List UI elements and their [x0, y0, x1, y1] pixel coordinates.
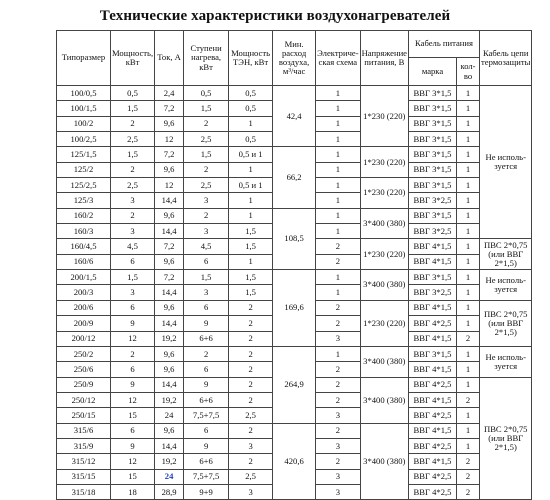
row-model: 200/1,5 — [57, 270, 111, 285]
row-model: 125/2 — [57, 162, 111, 177]
row-current: 9,6 — [155, 362, 184, 377]
cable-qty-cell: 1 — [457, 224, 480, 239]
row-stages: 6 — [184, 362, 229, 377]
cable-mark-cell: ВВГ 4*1,5 — [409, 254, 457, 269]
cable-mark-cell: ВВГ 3*1,5 — [409, 270, 457, 285]
voltage-cell: 3*400 (380) — [360, 346, 408, 377]
row-ten-power: 1 — [229, 193, 273, 208]
cable-mark-cell: ВВГ 3*1,5 — [409, 346, 457, 361]
row-model: 100/2 — [57, 116, 111, 131]
row-stages: 2 — [184, 346, 229, 361]
row-stages: 6+6 — [184, 454, 229, 469]
cable-qty-cell: 1 — [457, 208, 480, 223]
cable-qty-cell: 1 — [457, 423, 480, 438]
voltage-cell: 3*400 (380) — [360, 423, 408, 500]
row-current: 14,4 — [155, 285, 184, 300]
cable-qty-cell: 2 — [457, 484, 480, 499]
row-model: 125/3 — [57, 193, 111, 208]
cable-mark-cell: ВВГ 3*2,5 — [409, 285, 457, 300]
scheme-cell: 1 — [316, 162, 360, 177]
cable-mark-cell: ВВГ 3*1,5 — [409, 132, 457, 147]
scheme-cell: 2 — [316, 239, 360, 254]
airflow-cell: 169,6 — [273, 270, 316, 347]
row-ten-power: 1 — [229, 116, 273, 131]
row-stages: 1,5 — [184, 270, 229, 285]
row-current: 14,4 — [155, 224, 184, 239]
cable-mark-cell: ВВГ 3*1,5 — [409, 86, 457, 101]
header-thermo-cable: Кабель цепи термозащиты — [480, 31, 532, 86]
row-ten-power: 0,5 — [229, 86, 273, 101]
row-stages: 3 — [184, 285, 229, 300]
voltage-cell: 1*230 (220) — [360, 147, 408, 178]
row-stages: 9 — [184, 438, 229, 453]
thermo-cable-cell: Не исполь- зуется — [480, 346, 532, 377]
header-cable-qty: кол-во — [457, 58, 480, 86]
scheme-cell: 2 — [316, 454, 360, 469]
row-stages: 6 — [184, 254, 229, 269]
row-ten-power: 2,5 — [229, 469, 273, 484]
row-power: 12 — [111, 392, 155, 407]
row-model: 200/12 — [57, 331, 111, 346]
row-stages: 6 — [184, 423, 229, 438]
cable-qty-cell: 1 — [457, 86, 480, 101]
cable-qty-cell: 1 — [457, 116, 480, 131]
cable-qty-cell: 2 — [457, 392, 480, 407]
row-ten-power: 2 — [229, 316, 273, 331]
scheme-cell: 2 — [316, 423, 360, 438]
header-ten-power: Мощность ТЭН, кВт — [229, 31, 273, 86]
scheme-cell: 3 — [316, 408, 360, 423]
heater-specs-table — [56, 30, 532, 500]
cable-qty-cell: 1 — [457, 101, 480, 116]
row-power: 3 — [111, 224, 155, 239]
row-power: 2 — [111, 208, 155, 223]
row-current: 9,6 — [155, 346, 184, 361]
table-row — [57, 270, 532, 285]
row-model: 200/6 — [57, 300, 111, 315]
header-airflow: Мин. расход воздуха, м³/час — [273, 31, 316, 86]
row-power: 6 — [111, 362, 155, 377]
row-model: 100/0,5 — [57, 86, 111, 101]
voltage-cell: 1*230 (220) — [360, 178, 408, 209]
row-model: 160/6 — [57, 254, 111, 269]
row-power: 9 — [111, 316, 155, 331]
cable-mark-cell: ВВГ 4*1,5 — [409, 454, 457, 469]
scheme-cell: 1 — [316, 147, 360, 162]
row-power: 1,5 — [111, 147, 155, 162]
row-current: 7,2 — [155, 239, 184, 254]
airflow-cell: 42,4 — [273, 86, 316, 147]
cable-qty-cell: 1 — [457, 285, 480, 300]
scheme-cell: 1 — [316, 101, 360, 116]
row-ten-power: 2 — [229, 454, 273, 469]
cable-mark-cell: ВВГ 3*2,5 — [409, 224, 457, 239]
cable-qty-cell: 1 — [457, 270, 480, 285]
row-current: 19,2 — [155, 331, 184, 346]
voltage-cell: 1*230 (220) — [360, 86, 408, 147]
thermo-cable-cell: Не исполь- зуется — [480, 270, 532, 301]
row-power: 12 — [111, 454, 155, 469]
scheme-cell: 1 — [316, 86, 360, 101]
row-ten-power: 1,5 — [229, 239, 273, 254]
row-power: 2,5 — [111, 132, 155, 147]
row-model: 315/9 — [57, 438, 111, 453]
row-model: 200/3 — [57, 285, 111, 300]
row-stages: 6+6 — [184, 392, 229, 407]
row-ten-power: 1,5 — [229, 270, 273, 285]
scheme-cell: 2 — [316, 362, 360, 377]
row-stages: 1,5 — [184, 101, 229, 116]
row-stages: 1,5 — [184, 147, 229, 162]
row-ten-power: 1,5 — [229, 224, 273, 239]
table-row — [57, 147, 532, 162]
row-power: 15 — [111, 469, 155, 484]
scheme-cell: 1 — [316, 116, 360, 131]
voltage-cell: 1*230 (220) — [360, 239, 408, 270]
scheme-cell: 1 — [316, 346, 360, 361]
row-ten-power: 1,5 — [229, 285, 273, 300]
row-stages: 9 — [184, 377, 229, 392]
scheme-cell: 3 — [316, 469, 360, 484]
row-model: 250/12 — [57, 392, 111, 407]
thermo-cable-cell: Не исполь- зуется — [480, 86, 532, 239]
page-title: Технические характеристики воздухонагревателей — [99, 8, 451, 24]
row-power: 6 — [111, 254, 155, 269]
row-power: 1,5 — [111, 270, 155, 285]
scheme-cell: 2 — [316, 392, 360, 407]
row-current: 7,2 — [155, 147, 184, 162]
row-power: 3 — [111, 285, 155, 300]
row-ten-power: 0,5 и 1 — [229, 178, 273, 193]
row-ten-power: 2 — [229, 346, 273, 361]
row-power: 12 — [111, 331, 155, 346]
row-current: 9,6 — [155, 162, 184, 177]
row-power: 18 — [111, 484, 155, 499]
cable-qty-cell: 1 — [457, 316, 480, 331]
scheme-cell: 3 — [316, 438, 360, 453]
cable-qty-cell: 1 — [457, 408, 480, 423]
row-stages: 4,5 — [184, 239, 229, 254]
row-current: 28,9 — [155, 484, 184, 499]
scheme-cell: 2 — [316, 316, 360, 331]
voltage-cell: 3*400 (380) — [360, 377, 408, 423]
cable-mark-cell: ВВГ 4*2,5 — [409, 469, 457, 484]
airflow-cell: 420,6 — [273, 423, 316, 500]
row-ten-power: 3 — [229, 438, 273, 453]
cable-mark-cell: ВВГ 4*2,5 — [409, 438, 457, 453]
row-model: 250/9 — [57, 377, 111, 392]
row-stages: 0,5 — [184, 86, 229, 101]
row-model: 160/4,5 — [57, 239, 111, 254]
row-ten-power: 2 — [229, 423, 273, 438]
row-stages: 7,5+7,5 — [184, 408, 229, 423]
cable-qty-cell: 1 — [457, 239, 480, 254]
table-row — [57, 208, 532, 223]
voltage-cell: 1*230 (220) — [360, 300, 408, 346]
row-stages: 9+9 — [184, 484, 229, 499]
row-current: 12 — [155, 178, 184, 193]
row-model: 250/6 — [57, 362, 111, 377]
row-current: 9,6 — [155, 300, 184, 315]
cable-mark-cell: ВВГ 4*2,5 — [409, 377, 457, 392]
row-stages: 3 — [184, 224, 229, 239]
cable-qty-cell: 1 — [457, 132, 480, 147]
cable-qty-cell: 1 — [457, 377, 480, 392]
highlighted-current-cell: 24 — [155, 469, 184, 484]
table-row — [57, 346, 532, 361]
row-power: 2 — [111, 116, 155, 131]
row-power: 1,5 — [111, 101, 155, 116]
cable-qty-cell: 1 — [457, 162, 480, 177]
voltage-cell: 3*400 (380) — [360, 208, 408, 239]
row-ten-power: 0,5 и 1 — [229, 147, 273, 162]
row-ten-power: 0,5 — [229, 132, 273, 147]
header-current: Ток, А — [155, 31, 184, 86]
row-stages: 9 — [184, 316, 229, 331]
row-model: 250/15 — [57, 408, 111, 423]
cable-qty-cell: 2 — [457, 331, 480, 346]
row-power: 15 — [111, 408, 155, 423]
cable-mark-cell: ВВГ 4*1,5 — [409, 423, 457, 438]
row-current: 7,2 — [155, 101, 184, 116]
row-ten-power: 1 — [229, 208, 273, 223]
row-current: 9,6 — [155, 423, 184, 438]
row-ten-power: 2 — [229, 362, 273, 377]
row-ten-power: 1 — [229, 162, 273, 177]
row-current: 7,2 — [155, 270, 184, 285]
cable-mark-cell: ВВГ 4*1,5 — [409, 300, 457, 315]
row-ten-power: 1 — [229, 254, 273, 269]
cable-mark-cell: ВВГ 3*2,5 — [409, 193, 457, 208]
row-power: 0,5 — [111, 86, 155, 101]
cable-qty-cell: 1 — [457, 300, 480, 315]
scheme-cell: 2 — [316, 300, 360, 315]
scheme-cell: 3 — [316, 484, 360, 499]
cable-mark-cell: ВВГ 4*1,5 — [409, 239, 457, 254]
row-power: 9 — [111, 438, 155, 453]
airflow-cell: 108,5 — [273, 208, 316, 269]
row-stages: 6+6 — [184, 331, 229, 346]
header-cable-mark: марка — [409, 58, 457, 86]
scheme-cell: 2 — [316, 254, 360, 269]
row-current: 19,2 — [155, 392, 184, 407]
scheme-cell: 1 — [316, 270, 360, 285]
table-row — [57, 86, 532, 101]
scheme-cell: 1 — [316, 285, 360, 300]
row-current: 14,4 — [155, 316, 184, 331]
row-stages: 2 — [184, 116, 229, 131]
header-cable: Кабель питания — [409, 31, 480, 58]
airflow-cell: 66,2 — [273, 147, 316, 208]
voltage-cell: 3*400 (380) — [360, 270, 408, 301]
cable-qty-cell: 2 — [457, 454, 480, 469]
row-model: 160/3 — [57, 224, 111, 239]
row-ten-power: 2,5 — [229, 408, 273, 423]
row-stages: 6 — [184, 300, 229, 315]
row-stages: 3 — [184, 193, 229, 208]
cable-mark-cell: ВВГ 3*1,5 — [409, 101, 457, 116]
cable-mark-cell: ВВГ 4*1,5 — [409, 362, 457, 377]
thermo-cable-cell: ПВС 2*0,75 (или ВВГ 2*1,5) — [480, 300, 532, 346]
row-stages: 2 — [184, 162, 229, 177]
row-current: 9,6 — [155, 208, 184, 223]
header-model: Типоразмер — [57, 31, 111, 86]
row-model: 160/2 — [57, 208, 111, 223]
row-power: 3 — [111, 193, 155, 208]
scheme-cell: 1 — [316, 178, 360, 193]
row-model: 315/12 — [57, 454, 111, 469]
row-stages: 2 — [184, 208, 229, 223]
cable-mark-cell: ВВГ 4*1,5 — [409, 331, 457, 346]
header-scheme: Электриче- ская схема — [316, 31, 360, 86]
scheme-cell: 1 — [316, 208, 360, 223]
scheme-cell: 2 — [316, 377, 360, 392]
row-model: 200/9 — [57, 316, 111, 331]
row-stages: 7,5+7,5 — [184, 469, 229, 484]
row-model: 125/2,5 — [57, 178, 111, 193]
row-power: 4,5 — [111, 239, 155, 254]
cable-mark-cell: ВВГ 4*2,5 — [409, 408, 457, 423]
row-power: 2,5 — [111, 178, 155, 193]
row-ten-power: 2 — [229, 377, 273, 392]
row-ten-power: 0,5 — [229, 101, 273, 116]
row-ten-power: 2 — [229, 331, 273, 346]
header-voltage: Напряжение питания, В — [360, 31, 408, 86]
row-current: 14,4 — [155, 438, 184, 453]
row-current: 14,4 — [155, 193, 184, 208]
row-current: 12 — [155, 132, 184, 147]
row-current: 9,6 — [155, 116, 184, 131]
row-current: 2,4 — [155, 86, 184, 101]
cable-mark-cell: ВВГ 3*1,5 — [409, 178, 457, 193]
scheme-cell: 1 — [316, 193, 360, 208]
cable-qty-cell: 1 — [457, 362, 480, 377]
scheme-cell: 1 — [316, 224, 360, 239]
table-row — [57, 423, 532, 438]
row-stages: 2,5 — [184, 178, 229, 193]
airflow-cell: 264,9 — [273, 346, 316, 423]
row-model: 125/1,5 — [57, 147, 111, 162]
row-ten-power: 2 — [229, 392, 273, 407]
row-current: 14,4 — [155, 377, 184, 392]
row-model: 315/6 — [57, 423, 111, 438]
cable-qty-cell: 1 — [457, 147, 480, 162]
row-current: 19,2 — [155, 454, 184, 469]
cable-mark-cell: ВВГ 4*2,5 — [409, 484, 457, 499]
cable-qty-cell: 1 — [457, 254, 480, 269]
scheme-cell: 1 — [316, 132, 360, 147]
row-power: 9 — [111, 377, 155, 392]
thermo-cable-cell: ПВС 2*0,75 (или ВВГ 2*1,5) — [480, 239, 532, 270]
row-ten-power: 2 — [229, 300, 273, 315]
row-model: 100/2,5 — [57, 132, 111, 147]
row-model: 315/15 — [57, 469, 111, 484]
cable-mark-cell: ВВГ 3*1,5 — [409, 208, 457, 223]
row-current: 24 — [155, 408, 184, 423]
cable-mark-cell: ВВГ 4*1,5 — [409, 392, 457, 407]
row-power: 2 — [111, 162, 155, 177]
cable-qty-cell: 2 — [457, 469, 480, 484]
cable-qty-cell: 1 — [457, 438, 480, 453]
row-model: 100/1,5 — [57, 101, 111, 116]
thermo-cable-cell: ПВС 2*0,75 (или ВВГ 2*1,5) — [480, 377, 532, 500]
cable-mark-cell: ВВГ 3*1,5 — [409, 147, 457, 162]
row-model: 315/18 — [57, 484, 111, 499]
header-stages: Ступени нагрева, кВт — [184, 31, 229, 86]
row-current: 9,6 — [155, 254, 184, 269]
row-power: 2 — [111, 346, 155, 361]
row-stages: 2,5 — [184, 132, 229, 147]
row-power: 6 — [111, 300, 155, 315]
cable-mark-cell: ВВГ 4*2,5 — [409, 316, 457, 331]
row-power: 6 — [111, 423, 155, 438]
scheme-cell: 3 — [316, 331, 360, 346]
cable-qty-cell: 1 — [457, 346, 480, 361]
row-model: 250/2 — [57, 346, 111, 361]
header-power: Мощность, кВт — [111, 31, 155, 86]
cable-qty-cell: 1 — [457, 178, 480, 193]
row-ten-power: 3 — [229, 484, 273, 499]
cable-mark-cell: ВВГ 3*1,5 — [409, 162, 457, 177]
cable-qty-cell: 1 — [457, 193, 480, 208]
cable-mark-cell: ВВГ 3*1,5 — [409, 116, 457, 131]
